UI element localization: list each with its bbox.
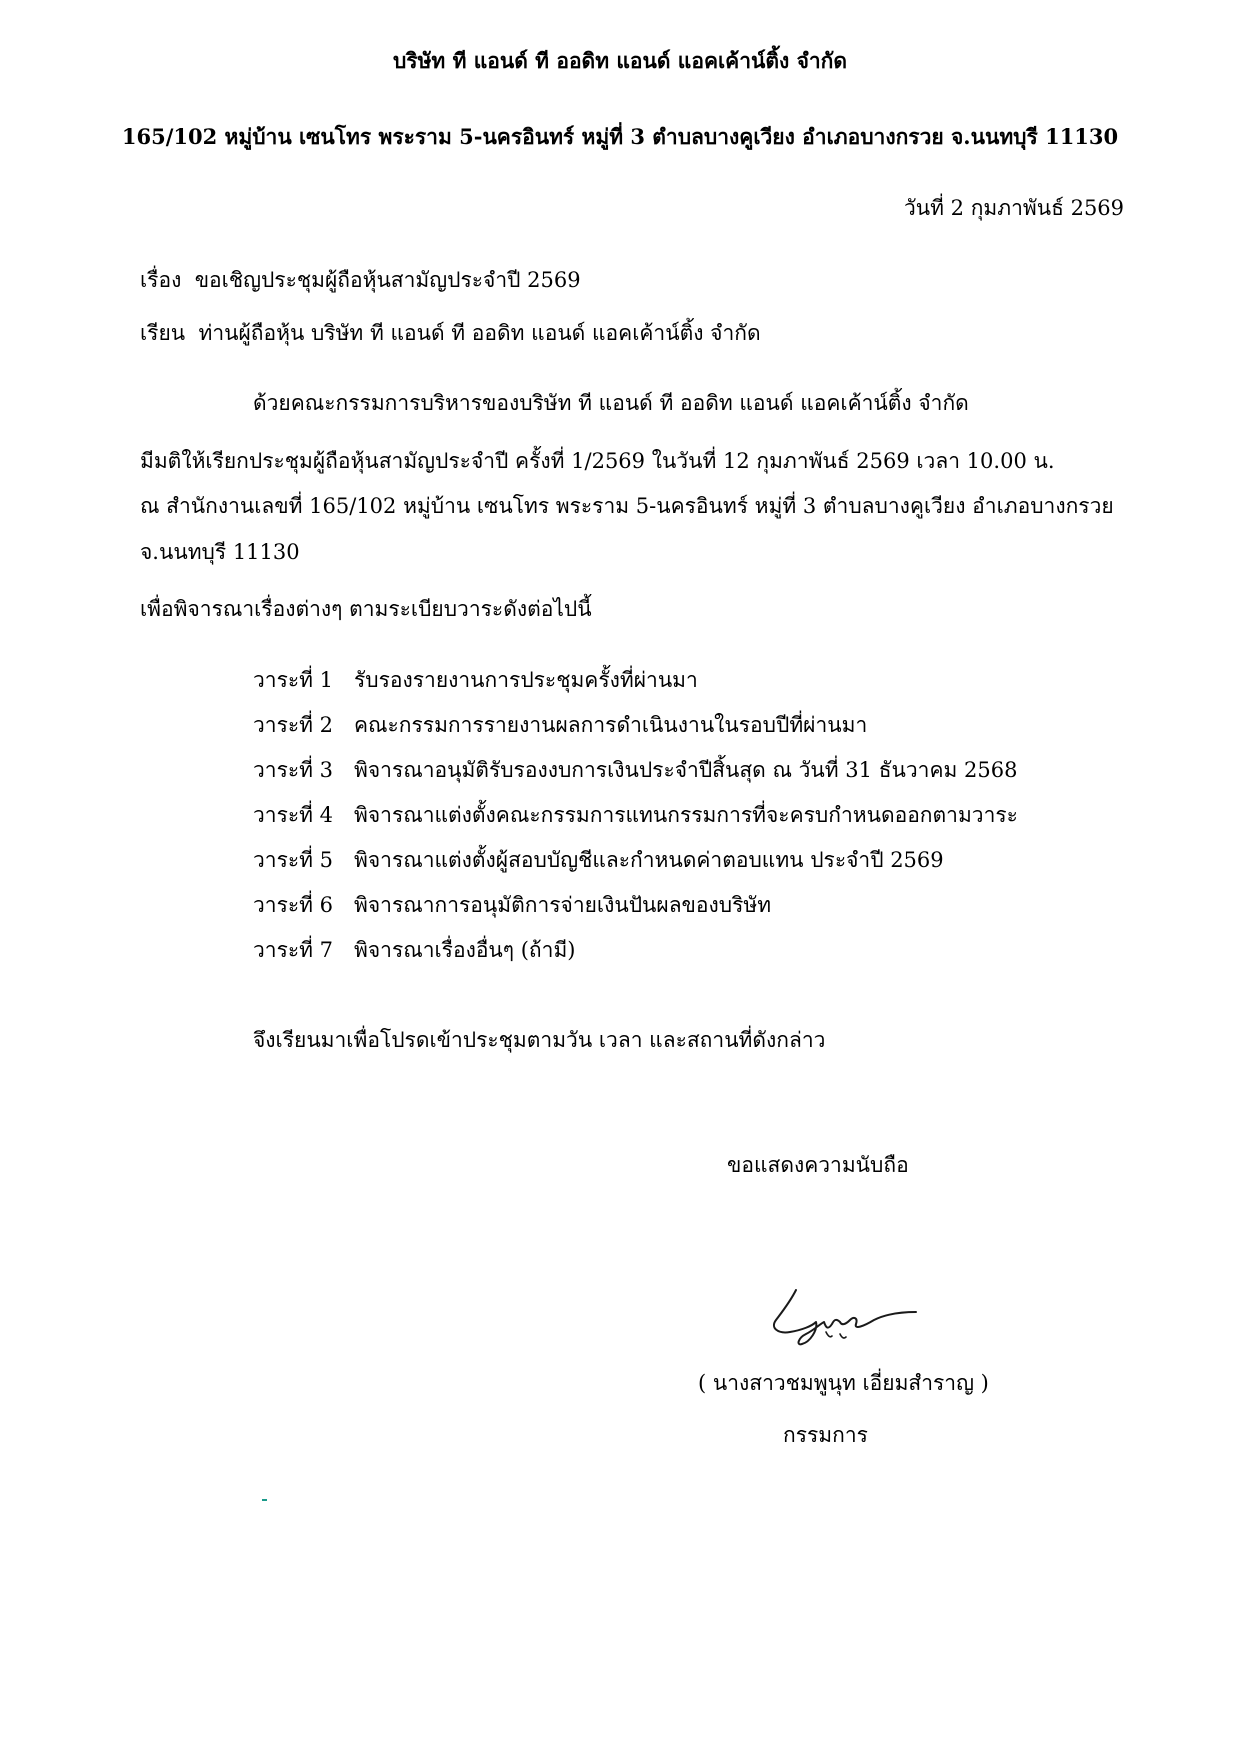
- agenda-number: วาระที่ 6: [253, 893, 334, 917]
- closing-regards: ขอแสดงความนับถือ: [727, 1153, 909, 1177]
- agenda-text: รับรองรายงานการประชุมครั้งที่ผ่านมา: [354, 668, 698, 692]
- addressee-line: [140, 318, 761, 348]
- agenda-number: วาระที่ 4: [253, 803, 334, 827]
- handwritten-signature: [756, 1282, 926, 1362]
- agenda-number: วาระที่ 2: [253, 713, 334, 737]
- stray-mark: [262, 1499, 267, 1501]
- agenda-item: [0, 845, 1240, 875]
- addressee-label: เรียน: [140, 321, 186, 345]
- agenda-intro: เพื่อพิจารณาเรื่องต่างๆ ตามระเบียบวาระดังต่อไปนี้: [140, 597, 592, 621]
- agenda-text: พิจารณาแต่งตั้งคณะกรรมการแทนกรรมการที่จะครบกำหนดออกตามวาระ: [354, 803, 1018, 827]
- body-paragraph-line-2: มีมติให้เรียกประชุมผู้ถือหุ้นสามัญประจำปี ครั้งที่ 1/2569 ในวันที่ 12 กุมภาพันธ์ 2569 เวลา 10.00 น.: [140, 449, 1055, 473]
- signer-title: กรรมการ: [783, 1423, 868, 1447]
- agenda-item: [0, 800, 1240, 830]
- agenda-number: วาระที่ 7: [253, 938, 334, 962]
- subject-label: เรื่อง: [140, 268, 182, 292]
- agenda-number: วาระที่ 5: [253, 848, 334, 872]
- company-address: 165/102 หมู่บ้าน เซนโทร พระราม 5-นครอินทร์ หมู่ที่ 3 ตำบลบางคูเวียง อำเภอบางกรวย จ.นนทบุรี 11130: [121, 124, 1119, 149]
- signer-name: ( นางสาวชมพูนุท เอี่ยมสำราญ ): [698, 1371, 989, 1395]
- company-name: บริษัท ที แอนด์ ที ออดิท แอนด์ แอคเค้าน์ติ้ง จำกัด: [392, 48, 848, 73]
- agenda-text: พิจารณาเรื่องอื่นๆ (ถ้ามี): [354, 938, 576, 962]
- agenda-item: [0, 935, 1240, 965]
- agenda-item: [0, 710, 1240, 740]
- body-paragraph-line-4: จ.นนทบุรี 11130: [140, 540, 300, 564]
- agenda-text: พิจารณาการอนุมัติการจ่ายเงินปันผลของบริษัท: [354, 893, 772, 917]
- subject-line: [140, 265, 581, 295]
- agenda-text: พิจารณาอนุมัติรับรองงบการเงินประจำปีสิ้นสุด ณ วันที่ 31 ธันวาคม 2568: [354, 758, 1018, 782]
- agenda-text: พิจารณาแต่งตั้งผู้สอบบัญชีและกำหนดค่าตอบแทน ประจำปี 2569: [354, 848, 944, 872]
- letter-date: วันที่ 2 กุมภาพันธ์ 2569: [904, 196, 1125, 220]
- agenda-item: [0, 665, 1240, 695]
- agenda-item: [0, 890, 1240, 920]
- agenda-number: วาระที่ 3: [253, 758, 334, 782]
- addressee-text: ท่านผู้ถือหุ้น บริษัท ที แอนด์ ที ออดิท แอนด์ แอคเค้าน์ติ้ง จำกัด: [198, 321, 761, 345]
- agenda-text: คณะกรรมการรายงานผลการดำเนินงานในรอบปีที่ผ่านมา: [354, 713, 868, 737]
- agenda-item: [0, 755, 1240, 785]
- agenda-number: วาระที่ 1: [253, 668, 334, 692]
- closing-invitation: จึงเรียนมาเพื่อโปรดเข้าประชุมตามวัน เวลา และสถานที่ดังกล่าว: [253, 1028, 826, 1052]
- subject-text: ขอเชิญประชุมผู้ถือหุ้นสามัญประจำปี 2569: [194, 268, 581, 292]
- body-paragraph-line-3: ณ สำนักงานเลขที่ 165/102 หมู่บ้าน เซนโทร พระราม 5-นครอินทร์ หมู่ที่ 3 ตำบลบางคูเวียง อำเภอบางกรวย: [140, 494, 1114, 518]
- body-paragraph-line-1: ด้วยคณะกรรมการบริหารของบริษัท ที แอนด์ ที ออดิท แอนด์ แอคเค้าน์ติ้ง จำกัด: [253, 391, 969, 415]
